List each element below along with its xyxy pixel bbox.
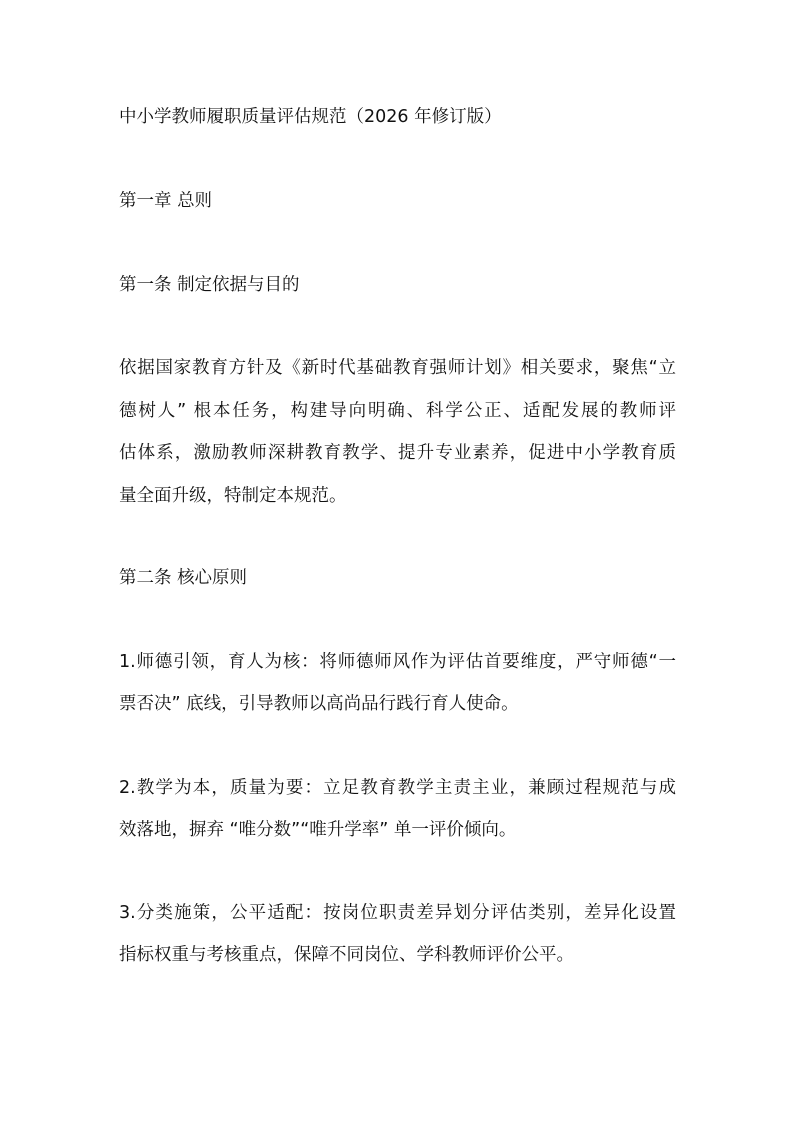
chapter-heading: 第一章 总则 <box>119 191 213 211</box>
paragraph-line: 德树人” 根本任务，构建导向明确、科学公正、适配发展的教师评 <box>119 401 676 421</box>
paragraph-line: 1.师德引领，育人为核：将师德师风作为评估首要维度，严守师德“一 <box>119 652 676 672</box>
paragraph-line: 效落地，摒弃 “唯分数”“唯升学率” 单一评价倾向。 <box>119 820 517 840</box>
document-title: 中小学教师履职质量评估规范（2026 年修订版） <box>119 107 502 127</box>
paragraph-line: 3.分类施策，公平适配：按岗位职责差异划分评估类别，差异化设置 <box>119 903 676 923</box>
article-2-heading: 第二条 核心原则 <box>119 568 248 588</box>
paragraph-line: 估体系，激励教师深耕教育教学、提升专业素养，促进中小学教育质 <box>119 443 676 463</box>
paragraph-line: 票否决” 底线，引导教师以高尚品行践行育人使命。 <box>119 694 519 714</box>
paragraph-line: 依据国家教育方针及《新时代基础教育强师计划》相关要求，聚焦“立 <box>119 358 676 378</box>
paragraph-line: 指标权重与考核重点，保障不同岗位、学科教师评价公平。 <box>119 945 574 965</box>
paragraph-line: 量全面升级，特制定本规范。 <box>119 486 347 506</box>
article-1-heading: 第一条 制定依据与目的 <box>119 275 300 295</box>
paragraph-line: 2.教学为本，质量为要：立足教育教学主责主业，兼顾过程规范与成 <box>119 778 676 798</box>
